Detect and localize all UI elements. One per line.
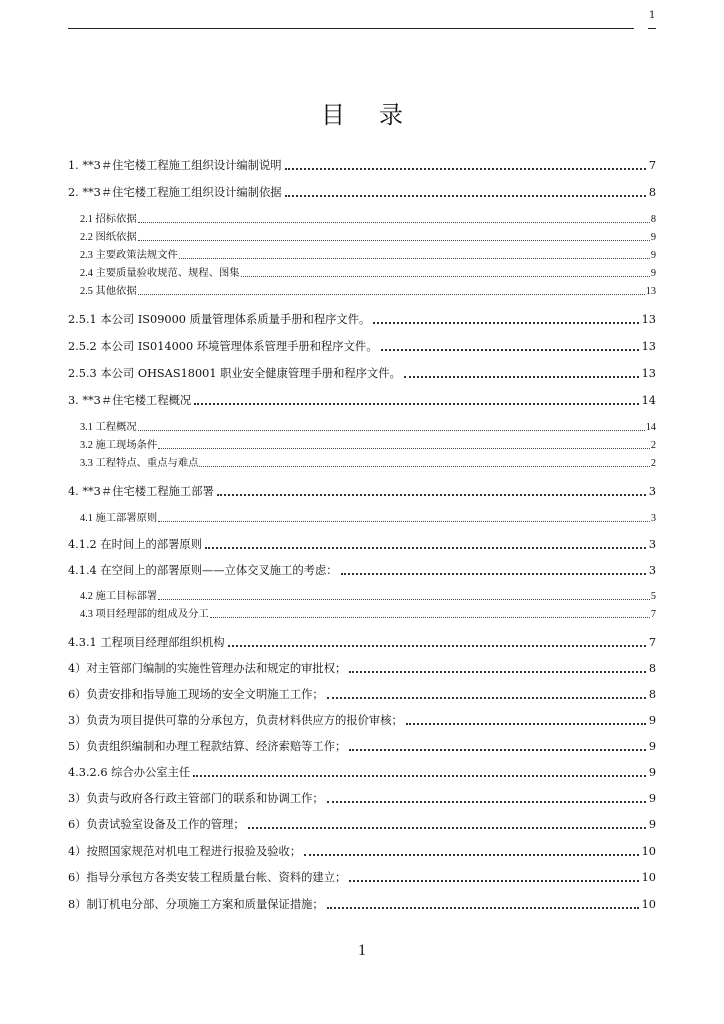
toc-entry-page: 7 (648, 636, 656, 649)
toc-dot-leader (205, 547, 646, 549)
toc-dot-leader (210, 617, 650, 618)
toc-entry-page: 9 (648, 714, 656, 727)
toc-entry[interactable] (68, 688, 656, 702)
toc-entry-title: 2.4 主要质量验收规范、规程、图集 (80, 268, 240, 279)
toc-entry-title: 4.1.2 在时间上的部署原则 (68, 538, 203, 551)
toc-entry-title: 4）对主管部门编制的实施性管理办法和规定的审批权； (68, 662, 347, 675)
toc-entry[interactable] (68, 538, 656, 552)
toc-dot-leader (327, 697, 646, 699)
toc-dot-leader (158, 448, 650, 449)
toc-entry-title: 6）负责试验室设备及工作的管理； (68, 818, 245, 831)
toc-entry-title: 4.1.4 在空间上的部署原则——立体交叉施工的考虑： (68, 564, 338, 577)
toc-entry-title: 2.5.2 本公司 IS014000 环境管理体系管理手册和程序文件。 (68, 340, 378, 353)
toc-entry[interactable] (80, 421, 656, 434)
toc-entry-title: 3.3 工程特点、重点与难点 (80, 458, 199, 469)
toc-entry-title: 3）负责与政府各行政主管部门的联系和协调工作； (68, 792, 324, 805)
toc-dot-leader (373, 322, 638, 324)
toc-entry-page: 3 (648, 538, 656, 551)
toc-dot-leader (285, 195, 646, 197)
toc-dot-leader (194, 403, 638, 405)
toc-entry-title: 2. **3＃住宅楼工程施工组织设计编制依据 (68, 186, 282, 199)
toc-entry-page: 8 (650, 214, 656, 225)
toc-entry-page: 7 (650, 609, 656, 620)
toc-entry[interactable] (68, 898, 656, 912)
header-rule (68, 28, 634, 29)
toc-entry[interactable] (80, 457, 656, 470)
toc-entry[interactable] (68, 313, 656, 327)
toc-entry-page: 14 (645, 422, 656, 433)
toc-entry[interactable] (80, 439, 656, 452)
toc-entry-title: 5）负责组织编制和办理工程款结算、经济索赔等工作； (68, 740, 347, 753)
toc-entry[interactable] (68, 714, 656, 728)
toc-dot-leader (228, 645, 646, 647)
toc-entry-page: 9 (648, 740, 656, 753)
toc-entry-page: 5 (650, 591, 656, 602)
page-title: 目录 (321, 101, 437, 129)
toc-entry[interactable] (80, 213, 656, 226)
toc-dot-leader (217, 494, 646, 496)
toc-entry[interactable] (68, 818, 656, 832)
toc-dot-leader (138, 240, 650, 241)
toc-dot-leader (138, 294, 645, 295)
toc-entry-title: 6）负责安排和指导施工现场的安全文明施工工作； (68, 688, 324, 701)
toc-entry-page: 8 (648, 688, 656, 701)
toc-entry-title: 2.5.3 本公司 OHSAS18001 职业安全健康管理手册和程序文件。 (68, 367, 401, 380)
toc-entry-title: 2.2 图纸依据 (80, 232, 137, 243)
toc-entry[interactable] (68, 636, 656, 650)
toc-entry-page: 3 (648, 564, 656, 577)
toc-entry-page: 10 (641, 845, 656, 858)
toc-entry-page: 9 (650, 232, 656, 243)
toc-entry[interactable] (80, 231, 656, 244)
toc-entry[interactable] (68, 485, 656, 499)
toc-dot-leader (349, 671, 645, 673)
toc-entry-page: 10 (641, 871, 656, 884)
toc-entry-page: 13 (641, 313, 656, 326)
toc-entry-page: 2 (650, 458, 656, 469)
toc-entry[interactable] (68, 845, 656, 859)
toc-entry-page: 9 (648, 766, 656, 779)
toc-dot-leader (158, 599, 650, 600)
toc-entry[interactable] (68, 662, 656, 676)
toc-entry-title: 4.2 施工目标部署 (80, 591, 158, 602)
toc-entry-title: 1. **3＃住宅楼工程施工组织设计编制说明 (68, 159, 282, 172)
toc-dot-leader (138, 430, 645, 431)
toc-entry-title: 2.5.1 本公司 IS09000 质量管理体系质量手册和程序文件。 (68, 313, 371, 326)
toc-entry-page: 7 (648, 159, 656, 172)
toc-dot-leader (193, 775, 646, 777)
toc-entry[interactable] (68, 186, 656, 200)
toc-entry[interactable] (80, 285, 656, 298)
toc-dot-leader (241, 276, 650, 277)
header-rule-tick (648, 28, 656, 29)
toc-dot-leader (285, 168, 646, 170)
toc-entry-title: 2.5 其他依据 (80, 286, 137, 297)
toc-entry[interactable] (68, 792, 656, 806)
toc-dot-leader (199, 466, 649, 467)
toc-dot-leader (138, 222, 650, 223)
toc-entry[interactable] (68, 740, 656, 754)
toc-dot-leader (341, 573, 646, 575)
toc-entry-title: 4.3.2.6 综合办公室主任 (68, 766, 191, 779)
toc-entry[interactable] (80, 512, 656, 525)
toc-entry-page: 3 (650, 513, 656, 524)
toc-entry[interactable] (68, 394, 656, 408)
toc-dot-leader (179, 258, 650, 259)
toc-entry[interactable] (68, 564, 656, 578)
footer-page-number: 1 (358, 942, 366, 959)
toc-entry[interactable] (80, 267, 656, 280)
toc-entry[interactable] (68, 159, 656, 173)
toc-entry-title: 3.1 工程概况 (80, 422, 137, 433)
toc-entry-title: 4.1 施工部署原则 (80, 513, 158, 524)
toc-entry-title: 4. **3＃住宅楼工程施工部署 (68, 485, 214, 498)
toc-entry-title: 6）指导分承包方各类安装工程质量台帐、资料的建立； (68, 871, 347, 884)
toc-entry[interactable] (68, 340, 656, 354)
toc-entry-title: 4.3.1 工程项目经理部组织机构 (68, 636, 225, 649)
toc-dot-leader (406, 723, 646, 725)
toc-dot-leader (304, 854, 638, 856)
toc-entry[interactable] (68, 367, 656, 381)
toc-dot-leader (349, 749, 645, 751)
toc-dot-leader (404, 376, 639, 378)
toc-entry-title: 2.3 主要政策法规文件 (80, 250, 178, 261)
toc-entry-title: 8）制订机电分部、分项施工方案和质量保证措施； (68, 898, 324, 911)
toc-dot-leader (327, 801, 646, 803)
toc-entry-page: 14 (641, 394, 656, 407)
toc-entry-page: 13 (641, 367, 656, 380)
toc-entry-page: 3 (648, 485, 656, 498)
header-page-number: 1 (649, 10, 656, 21)
toc-entry-page: 9 (648, 792, 656, 805)
toc-entry-title: 4.3 项目经理部的组成及分工 (80, 609, 209, 620)
toc-entry-page: 10 (641, 898, 656, 911)
toc-entry[interactable] (80, 608, 656, 621)
toc-dot-leader (158, 521, 650, 522)
toc-dot-leader (381, 349, 639, 351)
toc-entry[interactable] (68, 871, 656, 885)
toc-entry-page: 8 (648, 662, 656, 675)
toc-entry-title: 3. **3＃住宅楼工程概况 (68, 394, 192, 407)
toc-entry-title: 3）负责为项目提供可靠的分承包方，负责材料供应方的报价审核； (68, 714, 403, 727)
toc-entry[interactable] (80, 590, 656, 603)
toc-entry-title: 2.1 招标依据 (80, 214, 137, 225)
toc-entry-page: 8 (648, 186, 656, 199)
toc-entry-page: 9 (648, 818, 656, 831)
toc-dot-leader (349, 880, 638, 882)
toc-entry-page: 13 (641, 340, 656, 353)
toc-entry-page: 2 (650, 440, 656, 451)
toc-dot-leader (327, 907, 639, 909)
toc-entry-title: 3.2 施工现场条件 (80, 440, 158, 451)
toc-entry[interactable] (80, 249, 656, 262)
toc-entry-page: 13 (645, 286, 656, 297)
toc-entry-page: 9 (650, 250, 656, 261)
toc-entry-page: 9 (650, 268, 656, 279)
toc-entry-title: 4）按照国家规范对机电工程进行报验及验收； (68, 845, 302, 858)
toc-dot-leader (248, 827, 646, 829)
toc-entry[interactable] (68, 766, 656, 780)
